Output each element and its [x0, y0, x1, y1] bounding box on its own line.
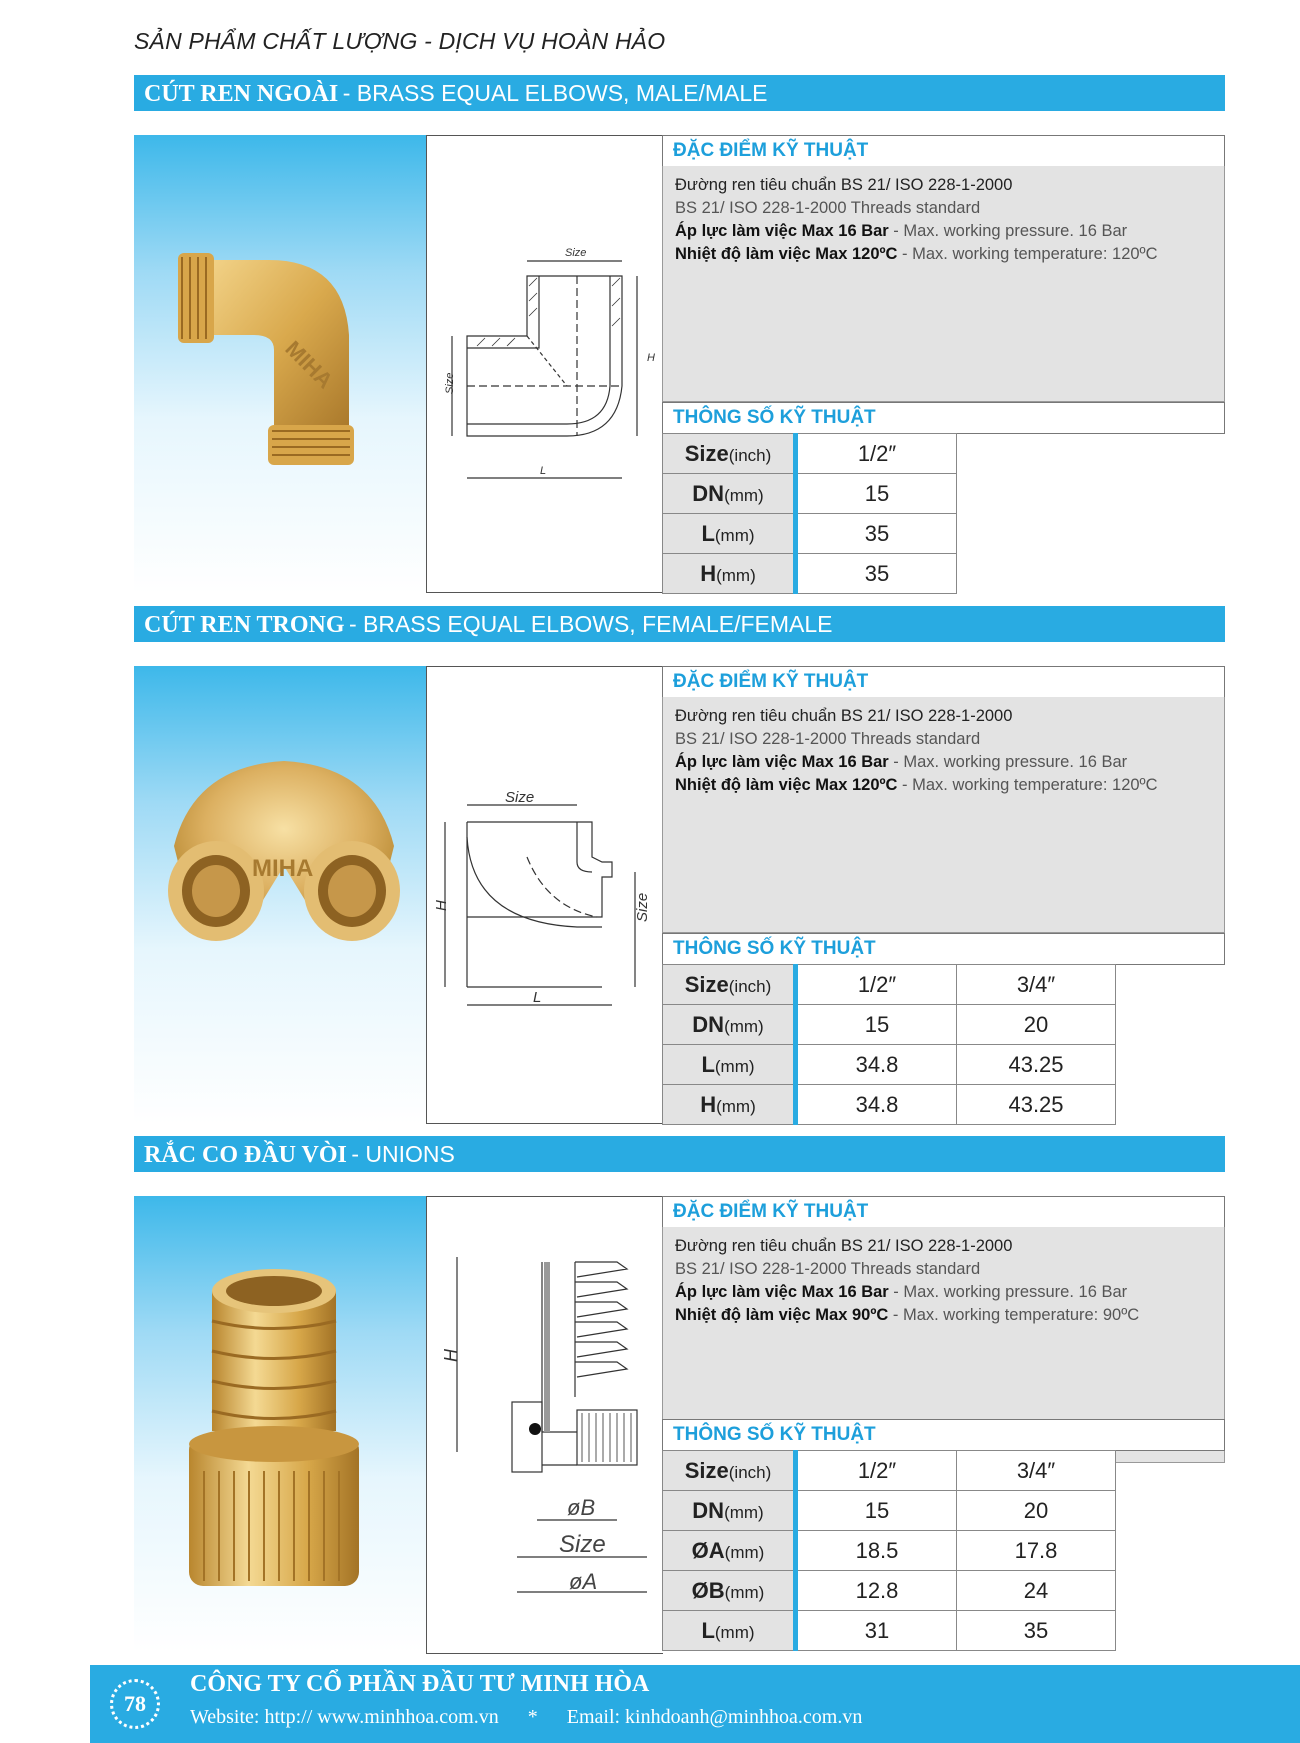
- param-table: [662, 964, 1116, 1125]
- technical-drawing: [426, 1196, 663, 1654]
- product-photo: [134, 666, 426, 1124]
- product-section-female-elbow: [134, 666, 1225, 1126]
- dim-size-side: Size: [444, 372, 456, 394]
- spec-line: BS 21/ ISO 228-1-2000 Threads standard: [675, 730, 981, 748]
- param-table: [662, 433, 957, 594]
- table-row: L(mm) 31 35: [663, 1611, 1116, 1651]
- brass-elbow-male-image: [134, 135, 426, 593]
- brass-union-image: [134, 1196, 426, 1652]
- dim-h: H: [647, 352, 655, 364]
- spec-heading: ĐẶC ĐIỂM KỸ THUẬT: [662, 666, 1225, 698]
- spec-line: Đường ren tiêu chuẩn BS 21/ ISO 228-1-2000: [675, 176, 1013, 194]
- brand-mark: MIHA: [280, 335, 338, 394]
- param-table: [662, 1450, 1116, 1651]
- section-title-vn: RẮC CO ĐẦU VÒI: [144, 1142, 347, 1168]
- union-drawing: [427, 1197, 663, 1653]
- page-tagline: SẢN PHẨM CHẤT LƯỢNG - DỊCH VỤ HOÀN HẢO: [134, 28, 666, 54]
- spec-line: Đường ren tiêu chuẩn BS 21/ ISO 228-1-2000: [675, 707, 1013, 725]
- table-row: ØA(mm) 18.5 17.8: [663, 1531, 1116, 1571]
- spec-body: Đường ren tiêu chuẩn BS 21/ ISO 228-1-2000 BS 21/ ISO 228-1-2000 Threads standard Áp lực làm việc Max 16 Bar - Max. working pressure. 16 Bar Nhiệt độ làm việc Max 120ºC - Max. working temperature: 120ºC: [662, 697, 1225, 933]
- dim-a: øA: [569, 1569, 598, 1594]
- company-name: CÔNG TY CỔ PHẦN ĐẦU TƯ MINH HÒA: [190, 1671, 650, 1697]
- table-row: Size(inch) 1/2″: [663, 434, 957, 474]
- dim-size: Size: [559, 1531, 606, 1558]
- spec-line: BS 21/ ISO 228-1-2000 Threads standard: [675, 1260, 981, 1278]
- technical-drawing: [426, 666, 663, 1124]
- table-row: ØB(mm) 12.8 24: [663, 1571, 1116, 1611]
- dim-h: H: [433, 900, 450, 911]
- contact-line: [190, 1706, 886, 1729]
- spec-heading: ĐẶC ĐIỂM KỸ THUẬT: [662, 135, 1225, 167]
- technical-drawing: [426, 135, 663, 593]
- product-photo: [134, 135, 426, 593]
- table-row: DN(mm) 15 20: [663, 1005, 1116, 1045]
- section-title-bar: RẮC CO ĐẦU VÒI - UNIONS: [134, 1136, 1225, 1172]
- section-title-bar: CÚT REN NGOÀI - BRASS EQUAL ELBOWS, MALE/MALE: [134, 75, 1225, 111]
- param-heading: THÔNG SỐ KỸ THUẬT: [662, 933, 1225, 965]
- param-heading: THÔNG SỐ KỸ THUẬT: [662, 1419, 1225, 1451]
- table-row: H(mm) 35: [663, 554, 957, 594]
- dim-size-side: Size: [634, 892, 651, 922]
- table-row: DN(mm) 15 20: [663, 1491, 1116, 1531]
- page-footer: [90, 1665, 1300, 1743]
- param-heading: THÔNG SỐ KỸ THUẬT: [662, 402, 1225, 434]
- brand-mark: MIHA: [252, 855, 314, 882]
- section-title-vn: CÚT REN TRONG: [144, 612, 345, 638]
- elbow-male-drawing: [427, 136, 663, 592]
- website-link[interactable]: Website: http:// www.minhhoa.com.vn: [190, 1706, 499, 1728]
- dim-size-top: Size: [505, 789, 535, 806]
- spec-line: Đường ren tiêu chuẩn BS 21/ ISO 228-1-2000: [675, 1237, 1013, 1255]
- page-number-badge: 78: [110, 1679, 160, 1729]
- dim-l: L: [540, 465, 547, 477]
- email-link[interactable]: Email: kinhdoanh@minhhoa.com.vn: [566, 1706, 863, 1728]
- table-row: Size(inch) 1/2″ 3/4″: [663, 1451, 1116, 1491]
- section-title-vn: CÚT REN NGOÀI: [144, 81, 339, 107]
- product-photo: [134, 1196, 426, 1652]
- spec-heading: ĐẶC ĐIỂM KỸ THUẬT: [662, 1196, 1225, 1228]
- spec-body: Đường ren tiêu chuẩn BS 21/ ISO 228-1-2000 BS 21/ ISO 228-1-2000 Threads standard Áp lực làm việc Max 16 Bar - Max. working pressure. 16 Bar Nhiệt độ làm việc Max 120ºC - Max. working temperature: 120ºC: [662, 166, 1225, 402]
- table-row: L(mm) 34.8 43.25: [663, 1045, 1116, 1085]
- section-title-en: BRASS EQUAL ELBOWS, MALE/MALE: [356, 80, 768, 106]
- spec-body: Đường ren tiêu chuẩn BS 21/ ISO 228-1-2000 BS 21/ ISO 228-1-2000 Threads standard Áp lực làm việc Max 16 Bar - Max. working pressure. 16 Bar Nhiệt độ làm việc Max 90ºC - Max. working temperature: 90ºC: [662, 1227, 1225, 1463]
- dim-b: øB: [567, 1495, 596, 1520]
- table-row: H(mm) 34.8 43.25: [663, 1085, 1116, 1125]
- brass-elbow-female-image: [134, 666, 426, 1124]
- dim-size-top: Size: [565, 247, 587, 259]
- table-row: Size(inch) 1/2″ 3/4″: [663, 965, 1116, 1005]
- spec-line: BS 21/ ISO 228-1-2000 Threads standard: [675, 199, 981, 217]
- dim-h: H: [441, 1349, 461, 1362]
- elbow-female-drawing: [427, 667, 663, 1123]
- product-section-male-elbow: [134, 135, 1225, 595]
- dim-l: L: [533, 989, 542, 1006]
- section-title-bar: CÚT REN TRONG - BRASS EQUAL ELBOWS, FEMALE/FEMALE: [134, 606, 1225, 642]
- section-title-en: BRASS EQUAL ELBOWS, FEMALE/FEMALE: [363, 611, 833, 637]
- product-section-unions: [134, 1196, 1225, 1656]
- separator: *: [527, 1706, 538, 1728]
- table-row: L(mm) 35: [663, 514, 957, 554]
- section-title-en: UNIONS: [365, 1141, 455, 1167]
- table-row: DN(mm) 15: [663, 474, 957, 514]
